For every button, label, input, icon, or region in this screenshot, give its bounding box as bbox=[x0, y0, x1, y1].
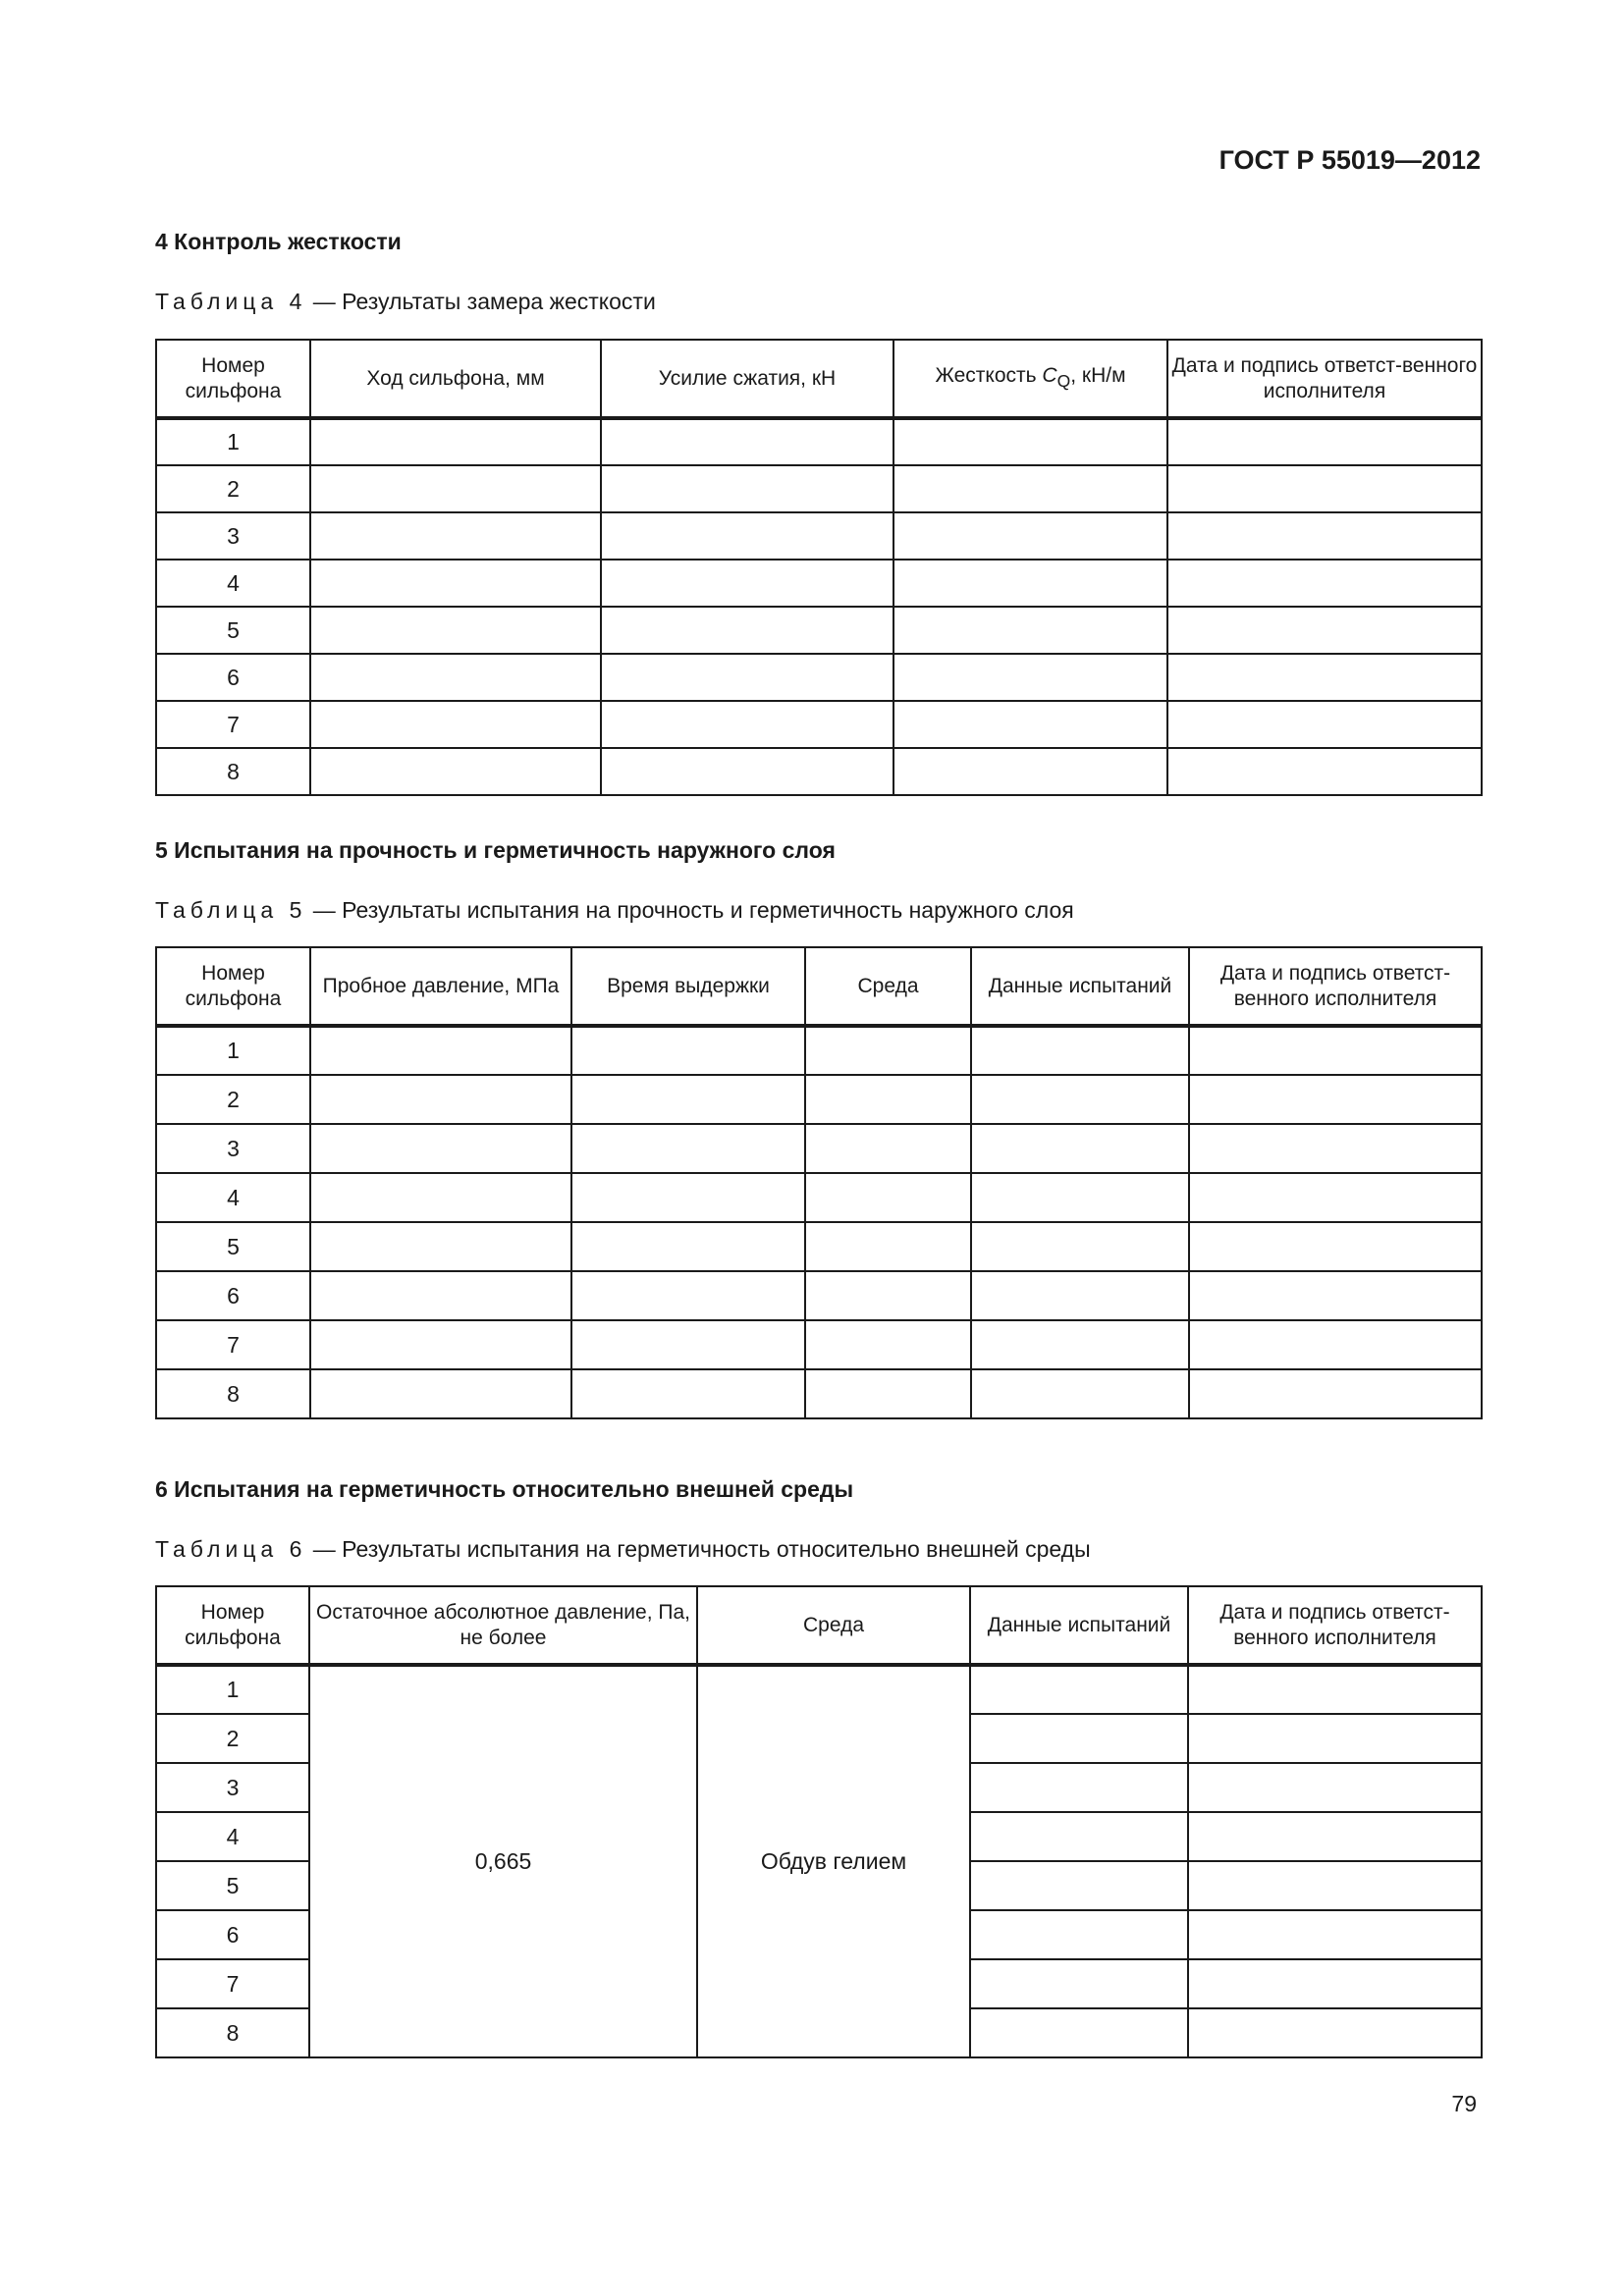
empty-cell bbox=[971, 1320, 1189, 1369]
empty-cell bbox=[1189, 1222, 1482, 1271]
empty-cell bbox=[893, 748, 1167, 795]
empty-cell bbox=[1189, 1320, 1482, 1369]
empty-cell bbox=[971, 1173, 1189, 1222]
empty-cell bbox=[1167, 512, 1482, 560]
bellows-number-cell: 8 bbox=[156, 2008, 309, 2057]
empty-cell bbox=[970, 1910, 1188, 1959]
bellows-number-cell: 1 bbox=[156, 418, 310, 465]
empty-cell bbox=[805, 1222, 971, 1271]
empty-cell bbox=[805, 1320, 971, 1369]
empty-cell bbox=[893, 560, 1167, 607]
col-bellows-number: Номер сильфона bbox=[156, 947, 310, 1026]
bellows-number-cell: 1 bbox=[156, 1665, 309, 1714]
bellows-number-cell: 8 bbox=[156, 748, 310, 795]
table-6 bbox=[155, 1585, 1483, 2058]
empty-cell bbox=[805, 1173, 971, 1222]
empty-cell bbox=[970, 1763, 1188, 1812]
table-row bbox=[156, 1124, 1482, 1173]
empty-cell bbox=[571, 1026, 805, 1075]
col-test-data: Данные испытаний bbox=[970, 1586, 1188, 1665]
bellows-number-cell: 3 bbox=[156, 1124, 310, 1173]
bellows-number-cell: 7 bbox=[156, 701, 310, 748]
empty-cell bbox=[310, 560, 601, 607]
bellows-number-cell: 5 bbox=[156, 607, 310, 654]
bellows-number-cell: 3 bbox=[156, 512, 310, 560]
section-6-title: 6 Испытания на герметичность относительно внешней среды bbox=[155, 1476, 854, 1502]
table-row bbox=[156, 607, 1482, 654]
empty-cell bbox=[1188, 1910, 1482, 1959]
stiffness-symbol: C bbox=[1042, 363, 1057, 387]
col-bellows-number: Номер сильфона bbox=[156, 1586, 309, 1665]
bellows-number-cell: 6 bbox=[156, 1271, 310, 1320]
empty-cell bbox=[571, 1124, 805, 1173]
table-row bbox=[156, 654, 1482, 701]
empty-cell bbox=[893, 418, 1167, 465]
table-row bbox=[156, 1026, 1482, 1075]
empty-cell bbox=[970, 1959, 1188, 2008]
table-row bbox=[156, 1075, 1482, 1124]
empty-cell bbox=[970, 1714, 1188, 1763]
empty-cell bbox=[970, 2008, 1188, 2057]
table-6-caption bbox=[155, 1536, 1091, 1563]
empty-cell bbox=[1189, 1075, 1482, 1124]
empty-cell bbox=[601, 512, 893, 560]
table-6-caption-text: — Результаты испытания на герметичность относительно внешней среды bbox=[306, 1536, 1091, 1562]
empty-cell bbox=[893, 654, 1167, 701]
bellows-number-cell: 5 bbox=[156, 1861, 309, 1910]
empty-cell bbox=[571, 1271, 805, 1320]
empty-cell bbox=[310, 1026, 571, 1075]
empty-cell bbox=[571, 1222, 805, 1271]
section-5-title: 5 Испытания на прочность и герметичность наружного слоя bbox=[155, 837, 836, 863]
table-row bbox=[156, 560, 1482, 607]
table-5-caption-label: Таблица 5 bbox=[155, 897, 307, 923]
col-compression-force: Усилие сжатия, кН bbox=[601, 340, 893, 418]
empty-cell bbox=[310, 607, 601, 654]
empty-cell bbox=[1167, 607, 1482, 654]
empty-cell bbox=[310, 1124, 571, 1173]
col-date-signature: Дата и подпись ответст-венного исполнителя bbox=[1188, 1586, 1482, 1665]
empty-cell bbox=[1188, 1665, 1482, 1714]
col-medium: Среда bbox=[697, 1586, 970, 1665]
bellows-number-cell: 4 bbox=[156, 560, 310, 607]
section-4-title: 4 Контроль жесткости bbox=[155, 229, 402, 254]
empty-cell bbox=[310, 1173, 571, 1222]
table-6-header-row bbox=[156, 1586, 1482, 1665]
empty-cell bbox=[893, 701, 1167, 748]
empty-cell bbox=[805, 1075, 971, 1124]
table-row bbox=[156, 1665, 1482, 1714]
stiffness-label: Жесткость bbox=[935, 363, 1037, 387]
bellows-number-cell: 4 bbox=[156, 1812, 309, 1861]
bellows-number-cell: 4 bbox=[156, 1173, 310, 1222]
empty-cell bbox=[601, 607, 893, 654]
table-row bbox=[156, 1173, 1482, 1222]
empty-cell bbox=[971, 1271, 1189, 1320]
bellows-number-cell: 7 bbox=[156, 1320, 310, 1369]
table-row bbox=[156, 748, 1482, 795]
page-number: 79 bbox=[1451, 2091, 1477, 2116]
table-5-header-row bbox=[156, 947, 1482, 1026]
col-medium: Среда bbox=[805, 947, 971, 1026]
empty-cell bbox=[310, 418, 601, 465]
bellows-number-cell: 5 bbox=[156, 1222, 310, 1271]
empty-cell bbox=[1188, 1861, 1482, 1910]
empty-cell bbox=[893, 607, 1167, 654]
table-row bbox=[156, 1320, 1482, 1369]
table-row bbox=[156, 1369, 1482, 1418]
empty-cell bbox=[1189, 1173, 1482, 1222]
empty-cell bbox=[970, 1812, 1188, 1861]
empty-cell bbox=[971, 1026, 1189, 1075]
empty-cell bbox=[805, 1026, 971, 1075]
empty-cell bbox=[1189, 1124, 1482, 1173]
table-4-header-row bbox=[156, 340, 1482, 418]
table-row bbox=[156, 1271, 1482, 1320]
empty-cell bbox=[601, 418, 893, 465]
col-hold-time: Время выдержки bbox=[571, 947, 805, 1026]
empty-cell bbox=[1188, 2008, 1482, 2057]
empty-cell bbox=[310, 654, 601, 701]
empty-cell bbox=[971, 1222, 1189, 1271]
empty-cell bbox=[1189, 1369, 1482, 1418]
bellows-number-cell: 8 bbox=[156, 1369, 310, 1418]
empty-cell bbox=[310, 1271, 571, 1320]
empty-cell bbox=[805, 1369, 971, 1418]
table-row bbox=[156, 701, 1482, 748]
empty-cell bbox=[971, 1075, 1189, 1124]
col-test-data: Данные испытаний bbox=[971, 947, 1189, 1026]
empty-cell bbox=[1167, 560, 1482, 607]
table-4-caption-label: Таблица 4 bbox=[155, 289, 307, 314]
col-stroke: Ход сильфона, мм bbox=[310, 340, 601, 418]
empty-cell bbox=[805, 1271, 971, 1320]
empty-cell bbox=[1188, 1959, 1482, 2008]
empty-cell bbox=[805, 1124, 971, 1173]
col-date-signature: Дата и подпись ответст-венного исполнителя bbox=[1189, 947, 1482, 1026]
table-5-caption-text: — Результаты испытания на прочность и герметичность наружного слоя bbox=[306, 897, 1074, 923]
bellows-number-cell: 2 bbox=[156, 465, 310, 512]
table-row bbox=[156, 1222, 1482, 1271]
empty-cell bbox=[310, 1222, 571, 1271]
col-bellows-number: Номер сильфона bbox=[156, 340, 310, 418]
residual-pressure-value: 0,665 bbox=[309, 1665, 697, 2057]
bellows-number-cell: 2 bbox=[156, 1714, 309, 1763]
empty-cell bbox=[1167, 654, 1482, 701]
col-residual-pressure: Остаточное абсолютное давление, Па, не более bbox=[309, 1586, 697, 1665]
col-date-signature: Дата и подпись ответст-венного исполнителя bbox=[1167, 340, 1482, 418]
empty-cell bbox=[1167, 465, 1482, 512]
table-4-caption bbox=[155, 289, 656, 315]
table-row bbox=[156, 465, 1482, 512]
bellows-number-cell: 1 bbox=[156, 1026, 310, 1075]
col-test-pressure: Пробное давление, МПа bbox=[310, 947, 571, 1026]
standard-code: ГОСТ Р 55019—2012 bbox=[1218, 145, 1481, 175]
empty-cell bbox=[970, 1665, 1188, 1714]
empty-cell bbox=[571, 1173, 805, 1222]
empty-cell bbox=[601, 654, 893, 701]
table-row bbox=[156, 512, 1482, 560]
empty-cell bbox=[571, 1075, 805, 1124]
empty-cell bbox=[601, 465, 893, 512]
empty-cell bbox=[601, 560, 893, 607]
empty-cell bbox=[310, 465, 601, 512]
empty-cell bbox=[971, 1124, 1189, 1173]
table-4 bbox=[155, 339, 1483, 796]
empty-cell bbox=[893, 512, 1167, 560]
empty-cell bbox=[1167, 748, 1482, 795]
empty-cell bbox=[310, 1369, 571, 1418]
bellows-number-cell: 6 bbox=[156, 654, 310, 701]
col-stiffness bbox=[893, 340, 1167, 418]
empty-cell bbox=[310, 512, 601, 560]
empty-cell bbox=[970, 1861, 1188, 1910]
empty-cell bbox=[1188, 1763, 1482, 1812]
stiffness-unit: , кН/м bbox=[1070, 363, 1126, 387]
bellows-number-cell: 6 bbox=[156, 1910, 309, 1959]
medium-value: Обдув гелием bbox=[697, 1665, 970, 2057]
empty-cell bbox=[1167, 701, 1482, 748]
empty-cell bbox=[310, 1320, 571, 1369]
bellows-number-cell: 3 bbox=[156, 1763, 309, 1812]
stiffness-subscript: Q bbox=[1056, 371, 1071, 392]
empty-cell bbox=[310, 1075, 571, 1124]
table-6-caption-label: Таблица 6 bbox=[155, 1536, 307, 1562]
table-row bbox=[156, 418, 1482, 465]
empty-cell bbox=[1189, 1271, 1482, 1320]
empty-cell bbox=[893, 465, 1167, 512]
empty-cell bbox=[1188, 1714, 1482, 1763]
empty-cell bbox=[571, 1369, 805, 1418]
table-5 bbox=[155, 946, 1483, 1419]
empty-cell bbox=[1189, 1026, 1482, 1075]
bellows-number-cell: 7 bbox=[156, 1959, 309, 2008]
empty-cell bbox=[601, 748, 893, 795]
empty-cell bbox=[310, 701, 601, 748]
empty-cell bbox=[1188, 1812, 1482, 1861]
empty-cell bbox=[1167, 418, 1482, 465]
empty-cell bbox=[601, 701, 893, 748]
table-4-caption-text: — Результаты замера жесткости bbox=[306, 289, 656, 314]
empty-cell bbox=[571, 1320, 805, 1369]
bellows-number-cell: 2 bbox=[156, 1075, 310, 1124]
empty-cell bbox=[971, 1369, 1189, 1418]
table-5-caption bbox=[155, 897, 1074, 924]
empty-cell bbox=[310, 748, 601, 795]
